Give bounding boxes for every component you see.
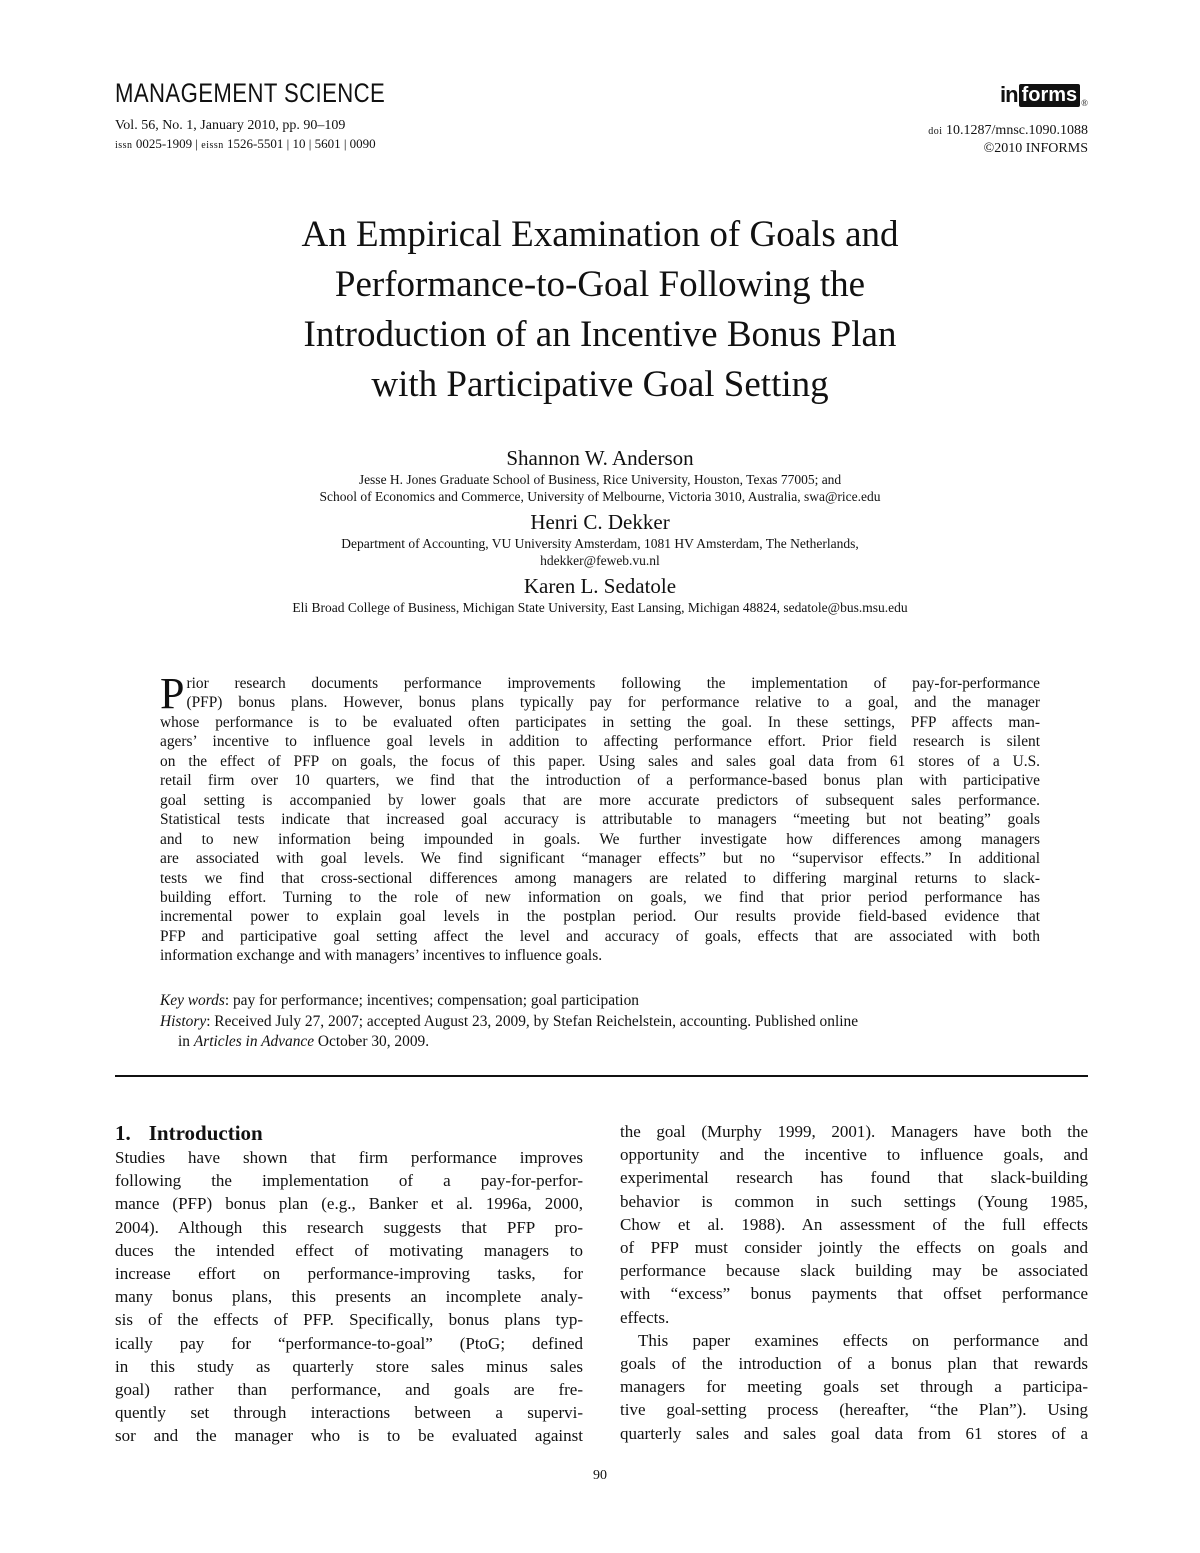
body-line: many bonus plans, this presents an incomplete analy- bbox=[115, 1287, 583, 1307]
body-line: experimental research has found that slack-building bbox=[620, 1168, 1088, 1188]
abstract-line: and to new information being impounded in goals. We further investigate how differences among managers bbox=[160, 830, 1040, 848]
informs-logo bbox=[1000, 82, 1088, 108]
author-affiliation: Department of Accounting, VU University Amsterdam, 1081 HV Amsterdam, The Netherlands, bbox=[341, 536, 859, 551]
abstract-line: goal setting is accompanied by lower goals that are more accurate predictors of subsequent sales performance. bbox=[160, 791, 1040, 809]
history-text: : Received July 27, 2007; accepted August 23, 2009, by Stefan Reichelstein, accounting. Published online bbox=[206, 1012, 859, 1030]
body-line: 2004). Although this research suggests that PFP pro- bbox=[115, 1217, 583, 1237]
author-name: Shannon W. Anderson bbox=[506, 446, 694, 470]
abstract-line: on the effect of PFP on goals, the focus of this paper. Using sales and sales goal data from 61 stores of a U.S. bbox=[160, 752, 1040, 770]
eissn-label: eissn bbox=[201, 140, 224, 151]
journal-name: MANAGEMENT SCIENCE bbox=[115, 78, 386, 108]
body-line: the goal (Murphy 1999, 2001). Managers have both the bbox=[620, 1122, 1088, 1141]
abstract-line: information exchange and with managers’ incentives to influence goals. bbox=[160, 947, 603, 965]
doi-label: doi bbox=[928, 126, 943, 137]
body-line: Chow et al. 1988). An assessment of the full effects bbox=[620, 1214, 1088, 1234]
abstract-line: are associated with goal levels. We find significant “manager effects” but no “supervisor effects.” In additional bbox=[160, 850, 1040, 868]
copyright: ©2010 INFORMS bbox=[983, 141, 1088, 156]
doi-info bbox=[928, 123, 1088, 139]
history-end: October 30, 2009. bbox=[314, 1033, 430, 1050]
abstract-line: whose performance is to be evaluated often participates in setting the goal. In these settings, PFP affects man- bbox=[160, 713, 1040, 731]
title-line: Performance-to-Goal Following the bbox=[334, 264, 866, 305]
abstract bbox=[160, 669, 1040, 966]
journal-header bbox=[115, 78, 1088, 168]
left-column bbox=[115, 1120, 583, 1448]
volume-info: Vol. 56, No. 1, January 2010, pp. 90–109 bbox=[115, 118, 346, 133]
abstract-line: retail firm over 10 quarters, we find that the introduction of a performance-based bonus plan with participative bbox=[160, 772, 1040, 790]
abstract-line: rior research documents performance improvements following the implementation of pay-for-performance bbox=[186, 675, 1040, 692]
body-line: opportunity and the incentive to influence goals, and bbox=[620, 1145, 1088, 1165]
abstract-dropcap: P bbox=[160, 669, 185, 718]
body-line: Studies have shown that firm performance improves bbox=[115, 1148, 583, 1167]
body-line: quently set through interactions between a supervi- bbox=[115, 1403, 583, 1423]
keywords-line bbox=[160, 991, 1040, 1012]
author-affiliation: hdekker@feweb.vu.nl bbox=[540, 553, 660, 568]
abstract-line: Statistical tests indicate that increased goal accuracy is attributable to managers “meeting but not beating” goals bbox=[160, 811, 1040, 829]
body-line: duces the intended effect of motivating managers to bbox=[115, 1240, 583, 1260]
eissn-value: 1526-5501 bbox=[227, 136, 284, 151]
paper-title bbox=[150, 210, 1050, 410]
history-line bbox=[160, 1012, 1040, 1033]
issn-info: issn 0025-1909 | eissn 1526-5501 | 10 | 5601 | 0090 bbox=[115, 136, 376, 151]
history-continuation bbox=[160, 1032, 1040, 1053]
author-affiliation: School of Economics and Commerce, University of Melbourne, Victoria 3010, Australia, swa@rice.edu bbox=[319, 489, 881, 504]
author-name: Henri C. Dekker bbox=[530, 510, 670, 534]
section-number: 1. bbox=[115, 1121, 131, 1145]
author-affiliation: Jesse H. Jones Graduate School of Business, Rice University, Houston, Texas 77005; and bbox=[358, 472, 842, 487]
abstract-line: agers’ incentive to influence goal levels in addition to affecting performance effort. Prior field research is silent bbox=[160, 733, 1040, 751]
right-column bbox=[620, 1120, 1088, 1445]
body-line: increase effort on performance-improving tasks, for bbox=[115, 1264, 583, 1284]
body-line: This paper examines effects on performance and bbox=[638, 1330, 1088, 1350]
issn-label: issn bbox=[115, 140, 133, 151]
abstract-line: building effort. Turning to the role of new information on goals, we find that prior period performance has bbox=[160, 888, 1040, 906]
title-line: with Participative Goal Setting bbox=[371, 364, 829, 405]
body-line: effects. bbox=[620, 1307, 670, 1327]
logo-registered: ® bbox=[1081, 98, 1088, 108]
title-line: Introduction of an Incentive Bonus Plan bbox=[303, 314, 897, 355]
issn-codes: 10 | 5601 | 0090 bbox=[292, 136, 376, 151]
abstract-line: tests we find that cross-sectional differences among managers are related to differing marginal returns to slack- bbox=[160, 869, 1040, 887]
author-name: Karen L. Sedatole bbox=[523, 574, 677, 598]
page-number: 90 bbox=[593, 1468, 607, 1483]
section-title: Introduction bbox=[148, 1121, 263, 1145]
history-in: in bbox=[178, 1033, 194, 1050]
doi-value: 10.1287/mnsc.1090.1088 bbox=[946, 123, 1088, 138]
keywords-text: : pay for performance; incentives; compensation; goal participation bbox=[224, 992, 639, 1009]
body-line: goal) rather than performance, and goals are fre- bbox=[115, 1380, 583, 1400]
body-line: behavior is common in such settings (Young 1985, bbox=[620, 1191, 1088, 1211]
body-line: sor and the manager who is to be evaluated against bbox=[115, 1426, 583, 1446]
keywords-block bbox=[160, 991, 1040, 1053]
logo-forms: forms bbox=[1019, 84, 1081, 107]
body-line: mance (PFP) bonus plan (e.g., Banker et al. 1996a, 2000, bbox=[115, 1194, 583, 1214]
body-line: in this study as quarterly store sales minus sales bbox=[115, 1356, 583, 1376]
abstract-line: (PFP) bonus plans. However, bonus plans typically pay for performance relative to a goal, and the manager bbox=[186, 694, 1040, 712]
body-line: tive goal-setting process (hereafter, “the Plan”). Using bbox=[620, 1400, 1088, 1420]
body-line: managers for meeting goals set through a participa- bbox=[620, 1377, 1088, 1397]
title-line: An Empirical Examination of Goals and bbox=[301, 214, 899, 255]
author-block bbox=[150, 445, 1050, 616]
body-line: with “excess” bonus payments that offset performance bbox=[620, 1284, 1088, 1304]
section-heading bbox=[115, 1120, 583, 1146]
history-label: History bbox=[160, 1012, 207, 1030]
body-line: sis of the effects of PFP. Specifically, bonus plans typ- bbox=[115, 1310, 583, 1330]
section-divider bbox=[115, 1075, 1088, 1077]
body-line: goals of the introduction of a bonus plan that rewards bbox=[620, 1354, 1088, 1374]
keywords-label: Key words bbox=[160, 992, 225, 1009]
logo-in: in bbox=[1000, 82, 1018, 107]
history-italic: Articles in Advance bbox=[193, 1033, 315, 1050]
issn-value: 0025-1909 bbox=[135, 136, 193, 151]
body-line: following the implementation of a pay-for-perfor- bbox=[115, 1171, 583, 1191]
abstract-line: incremental power to explain goal levels in the postplan period. Our results provide field-based evidence that bbox=[160, 908, 1040, 926]
abstract-line: PFP and participative goal setting affect the level and accuracy of goals, effects that are associated with both bbox=[160, 927, 1040, 945]
body-line: ically pay for “performance-to-goal” (PtoG; defined bbox=[115, 1333, 583, 1353]
body-line: of PFP must consider jointly the effects on goals and bbox=[620, 1238, 1088, 1258]
body-line: performance because slack building may be associated bbox=[620, 1261, 1088, 1281]
body-line: quarterly sales and sales goal data from 61 stores of a bbox=[620, 1423, 1088, 1443]
author-affiliation: Eli Broad College of Business, Michigan State University, East Lansing, Michigan 48824, sedatole@bus.msu.edu bbox=[292, 600, 908, 615]
